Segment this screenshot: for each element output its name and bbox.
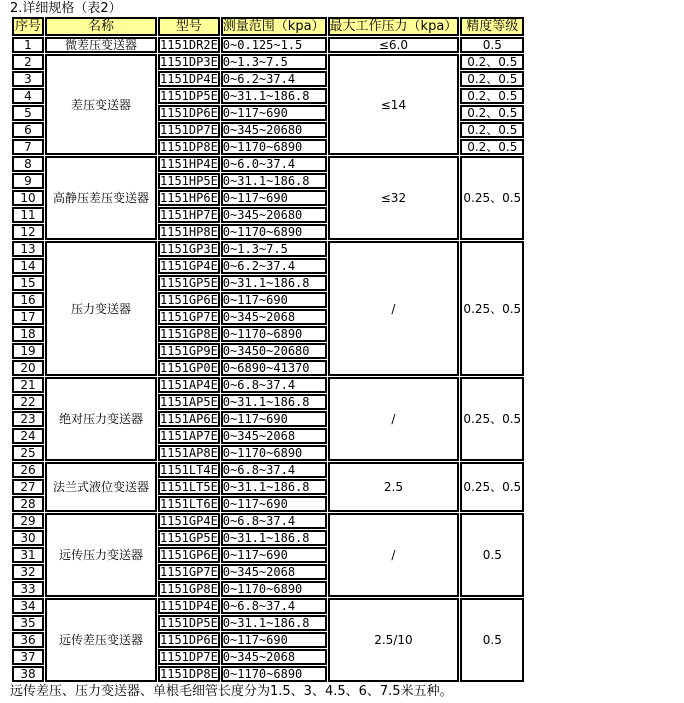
measure-range-cell: 0~6.8~37.4 xyxy=(221,513,327,529)
measure-range-cell: 0~1170~6890 xyxy=(221,224,327,240)
serial-number-cell: 16 xyxy=(12,292,44,308)
serial-number-cell: 19 xyxy=(12,343,44,359)
max-pressure-cell: ≤14 xyxy=(328,54,460,155)
device-name-cell: 远传差压变送器 xyxy=(45,598,157,682)
accuracy-cell: 0.2、0.5 xyxy=(460,122,524,138)
measure-range-cell: 0~1170~6890 xyxy=(221,139,327,155)
measure-range-cell: 0~1170~6890 xyxy=(221,666,327,682)
device-name-cell: 压力变送器 xyxy=(45,241,157,376)
model-cell: 1151GP7E xyxy=(160,310,218,324)
measure-range-cell: 0~345~2068 xyxy=(221,309,327,325)
measure-range-cell: 0~117~690 xyxy=(221,411,327,427)
accuracy-cell: 0.2、0.5 xyxy=(460,105,524,121)
accuracy-cell: 0.25、0.5 xyxy=(460,377,524,461)
measure-range-cell: 0~345~2068 xyxy=(221,564,327,580)
max-pressure-cell: 2.5 xyxy=(328,462,460,512)
header-row xyxy=(12,17,524,36)
measure-range-cell: 0~1.3~7.5 xyxy=(221,241,327,257)
model-cell: 1151GP7E xyxy=(160,565,218,579)
page-title: 2.详细规格（表2） xyxy=(10,1,122,16)
model-cell: 1151HP5E xyxy=(160,174,218,188)
measure-range-cell: 0~6.0~37.4 xyxy=(221,156,327,172)
serial-number-cell: 12 xyxy=(12,224,44,240)
spec-table-body xyxy=(12,37,524,682)
model-cell: 1151DP3E xyxy=(160,55,218,69)
serial-number-cell: 11 xyxy=(12,207,44,223)
model-cell: 1151GP8E xyxy=(160,327,218,341)
model-cell: 1151DP4E xyxy=(160,599,218,613)
device-name-cell: 高静压差压变送器 xyxy=(45,156,157,240)
serial-number-cell: 17 xyxy=(12,309,44,325)
measure-range-cell: 0~3450~20680 xyxy=(221,343,327,359)
serial-number-cell: 1 xyxy=(12,37,44,53)
device-name-cell: 差压变送器 xyxy=(45,54,157,155)
serial-number-cell: 30 xyxy=(12,530,44,546)
model-cell: 1151DP7E xyxy=(160,123,218,137)
accuracy-cell: 0.25、0.5 xyxy=(460,156,524,240)
serial-number-cell: 8 xyxy=(12,156,44,172)
model-cell: 1151DP8E xyxy=(160,667,218,681)
serial-number-cell: 26 xyxy=(12,462,44,478)
measure-range-cell: 0~0.125~1.5 xyxy=(221,37,327,53)
table-row xyxy=(12,54,524,70)
model-cell: 1151DP5E xyxy=(160,616,218,630)
model-cell: 1151DP6E xyxy=(160,106,218,120)
measure-range-cell: 0~117~690 xyxy=(221,547,327,563)
accuracy-cell: 0.2、0.5 xyxy=(460,139,524,155)
model-cell: 1151AP6E xyxy=(160,412,218,426)
accuracy-cell: 0.5 xyxy=(460,513,524,597)
model-cell: 1151DP7E xyxy=(160,650,218,664)
measure-range-cell: 0~31.1~186.8 xyxy=(221,173,327,189)
table-row xyxy=(12,156,524,172)
accuracy-cell: 0.5 xyxy=(460,598,524,682)
measure-range-cell: 0~31.1~186.8 xyxy=(221,479,327,495)
accuracy-cell: 0.25、0.5 xyxy=(460,462,524,512)
model-cell: 1151GP6E xyxy=(160,548,218,562)
serial-number-cell: 20 xyxy=(12,360,44,376)
measure-range-cell: 0~345~2068 xyxy=(221,428,327,444)
header-accuracy-class: 精度等级 xyxy=(460,17,524,36)
max-pressure-cell: ≤6.0 xyxy=(328,37,460,53)
serial-number-cell: 4 xyxy=(12,88,44,104)
accuracy-cell: 0.2、0.5 xyxy=(460,54,524,70)
measure-range-cell: 0~31.1~186.8 xyxy=(221,88,327,104)
measure-range-cell: 0~6.8~37.4 xyxy=(221,462,327,478)
max-pressure-cell: 2.5/10 xyxy=(328,598,460,682)
serial-number-cell: 31 xyxy=(12,547,44,563)
accuracy-cell: 0.5 xyxy=(460,37,524,53)
serial-number-cell: 38 xyxy=(12,666,44,682)
serial-number-cell: 34 xyxy=(12,598,44,614)
measure-range-cell: 0~345~20680 xyxy=(221,122,327,138)
model-cell: 1151AP4E xyxy=(160,378,218,392)
serial-number-cell: 3 xyxy=(12,71,44,87)
table-row xyxy=(12,377,524,393)
model-cell: 1151GP4E xyxy=(160,514,218,528)
model-cell: 1151AP8E xyxy=(160,446,218,460)
max-pressure-cell: / xyxy=(328,377,460,461)
header-model: 型号 xyxy=(158,17,220,36)
measure-range-cell: 0~345~2068 xyxy=(221,649,327,665)
header-serial-number: 序号 xyxy=(12,17,44,36)
measure-range-cell: 0~6.8~37.4 xyxy=(221,377,327,393)
measure-range-cell: 0~1170~6890 xyxy=(221,445,327,461)
serial-number-cell: 23 xyxy=(12,411,44,427)
model-cell: 1151HP6E xyxy=(160,191,218,205)
table-row xyxy=(12,598,524,614)
model-cell: 1151LT5E xyxy=(160,480,218,494)
serial-number-cell: 6 xyxy=(12,122,44,138)
device-name-cell: 法兰式液位变送器 xyxy=(45,462,157,512)
model-cell: 1151GP5E xyxy=(160,276,218,290)
max-pressure-cell: / xyxy=(328,513,460,597)
accuracy-cell: 0.2、0.5 xyxy=(460,71,524,87)
serial-number-cell: 22 xyxy=(12,394,44,410)
measure-range-cell: 0~6.8~37.4 xyxy=(221,598,327,614)
measure-range-cell: 0~117~690 xyxy=(221,105,327,121)
serial-number-cell: 15 xyxy=(12,275,44,291)
serial-number-cell: 29 xyxy=(12,513,44,529)
serial-number-cell: 2 xyxy=(12,54,44,70)
accuracy-cell: 0.25、0.5 xyxy=(460,241,524,376)
measure-range-cell: 0~31.1~186.8 xyxy=(221,530,327,546)
model-cell: 1151LT4E xyxy=(160,463,218,477)
model-cell: 1151DP4E xyxy=(160,72,218,86)
serial-number-cell: 5 xyxy=(12,105,44,121)
accuracy-cell: 0.2、0.5 xyxy=(460,88,524,104)
table-row xyxy=(12,37,524,53)
device-name-cell: 远传压力变送器 xyxy=(45,513,157,597)
serial-number-cell: 10 xyxy=(12,190,44,206)
measure-range-cell: 0~6890~41370 xyxy=(221,360,327,376)
serial-number-cell: 7 xyxy=(12,139,44,155)
model-cell: 1151AP7E xyxy=(160,429,218,443)
measure-range-cell: 0~31.1~186.8 xyxy=(221,615,327,631)
header-device-name: 名称 xyxy=(45,17,157,36)
device-name-cell: 微差压变送器 xyxy=(45,37,157,53)
measure-range-cell: 0~117~690 xyxy=(221,292,327,308)
model-cell: 1151GP6E xyxy=(160,293,218,307)
serial-number-cell: 35 xyxy=(12,615,44,631)
header-measure-range: 测量范围（kpa） xyxy=(222,19,325,34)
serial-number-cell: 14 xyxy=(12,258,44,274)
model-cell: 1151GP9E xyxy=(160,344,218,358)
serial-number-cell: 13 xyxy=(12,241,44,257)
serial-number-cell: 32 xyxy=(12,564,44,580)
model-cell: 1151HP4E xyxy=(160,157,218,171)
measure-range-cell: 0~6.2~37.4 xyxy=(221,258,327,274)
serial-number-cell: 24 xyxy=(12,428,44,444)
model-cell: 1151GP4E xyxy=(160,259,218,273)
serial-number-cell: 28 xyxy=(12,496,44,512)
table-row xyxy=(12,462,524,478)
model-cell: 1151GP5E xyxy=(160,531,218,545)
spec-table xyxy=(11,16,525,683)
model-cell: 1151HP8E xyxy=(160,225,218,239)
measure-range-cell: 0~31.1~186.8 xyxy=(221,275,327,291)
model-cell: 1151DP5E xyxy=(160,89,218,103)
model-cell: 1151HP7E xyxy=(160,208,218,222)
model-cell: 1151GP0E xyxy=(160,361,218,375)
serial-number-cell: 37 xyxy=(12,649,44,665)
model-cell: 1151GP3E xyxy=(160,242,218,256)
table-row xyxy=(12,513,524,529)
max-pressure-cell: / xyxy=(328,241,460,376)
measure-range-cell: 0~1170~6890 xyxy=(221,581,327,597)
model-cell: 1151DR2E xyxy=(160,38,218,52)
max-pressure-cell: ≤32 xyxy=(328,156,460,240)
serial-number-cell: 36 xyxy=(12,632,44,648)
header-max-working-pressure: 最大工作压力（kpa） xyxy=(329,19,458,34)
measure-range-cell: 0~6.2~37.4 xyxy=(221,71,327,87)
device-name-cell: 绝对压力变送器 xyxy=(45,377,157,461)
serial-number-cell: 9 xyxy=(12,173,44,189)
serial-number-cell: 33 xyxy=(12,581,44,597)
model-cell: 1151DP6E xyxy=(160,633,218,647)
serial-number-cell: 18 xyxy=(12,326,44,342)
footer-note: 远传差压、压力变送器、单根毛细管长度分为1.5、3、4.5、6、7.5米五种。 xyxy=(10,684,453,699)
measure-range-cell: 0~1.3~7.5 xyxy=(221,54,327,70)
model-cell: 1151LT6E xyxy=(160,497,218,511)
serial-number-cell: 25 xyxy=(12,445,44,461)
serial-number-cell: 27 xyxy=(12,479,44,495)
measure-range-cell: 0~117~690 xyxy=(221,632,327,648)
model-cell: 1151GP8E xyxy=(160,582,218,596)
measure-range-cell: 0~345~20680 xyxy=(221,207,327,223)
model-cell: 1151DP8E xyxy=(160,140,218,154)
table-row xyxy=(12,241,524,257)
spec-table-header xyxy=(12,17,524,36)
model-cell: 1151AP5E xyxy=(160,395,218,409)
measure-range-cell: 0~1170~6890 xyxy=(221,326,327,342)
serial-number-cell: 21 xyxy=(12,377,44,393)
measure-range-cell: 0~31.1~186.8 xyxy=(221,394,327,410)
measure-range-cell: 0~117~690 xyxy=(221,190,327,206)
measure-range-cell: 0~117~690 xyxy=(221,496,327,512)
